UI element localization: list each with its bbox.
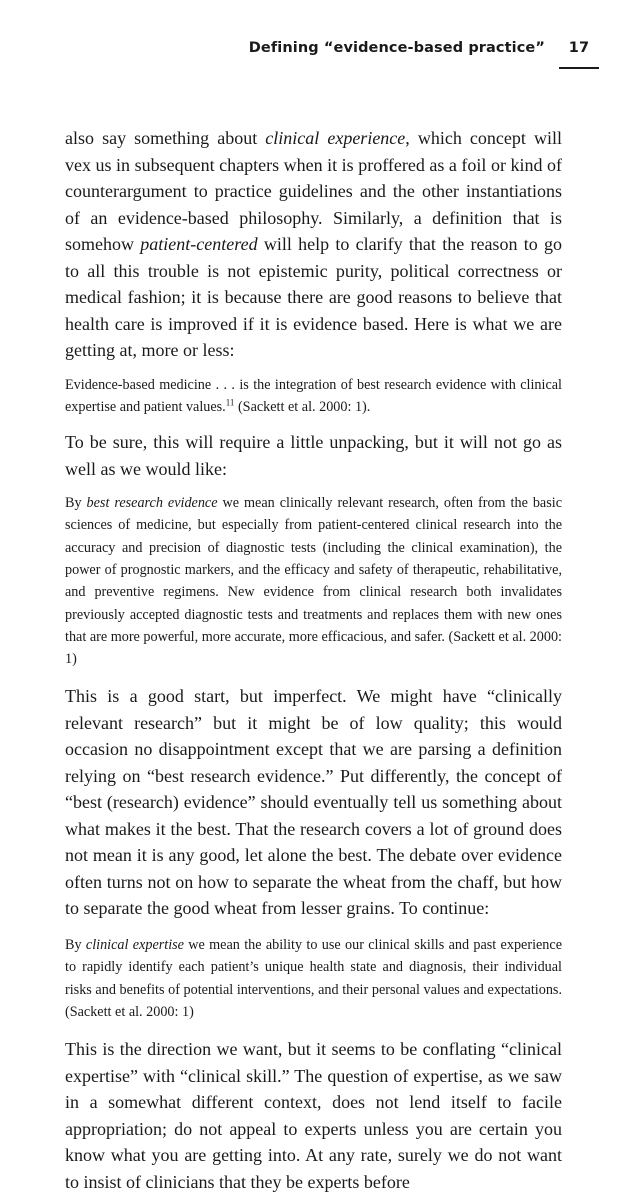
italic-term: patient-centered <box>140 234 258 254</box>
paragraph: This is a good start, but imperfect. We might have “clinically relevant research” but it might be of low quality; this would occasion no disappointment except that we are parsing a definition relying on “best research evidence.” Put differently, the concept of “best (research) evidence” should eventually tell us something about what makes it the best. That the research covers a lot of ground does not mean it is any good, let alone the best. The debate over evidence often turns not on how to separate the wheat from the chaff, but how to separate the good wheat from lesser grains. To continue: <box>65 686 562 919</box>
text-run: , which concept will vex us in subsequent chapters when it is proffered as a foil or kind of counterargument to practice guidelines and the other instantiations of an evidence-based philosophy. Similarly, a definition that is somehow <box>65 128 562 254</box>
block-quote <box>65 934 562 1023</box>
paragraph <box>65 125 562 364</box>
paragraph: This is the direction we want, but it seems to be conflating “clinical expertise” with “clinical skill.” The question of expertise, as we saw in a somewhat different context, does not lend itself to facile appropriation; do not appeal to experts unless you are certain you know what you are getting into. At any rate, surely we do not want to insist of clinicians that they be experts before <box>65 1039 562 1192</box>
paragraph: To be sure, this will require a little unpacking, but it will not go as well as we would like: <box>65 432 562 479</box>
text-run: By <box>65 495 87 512</box>
text-run: we mean clinically relevant research, often from the basic sciences of medicine, but especially from patient-centered clinical research into the accuracy and precision of diagnostic tests (including the clinical examination), the power of prognostic markers, and the efficacy and safety of therapeutic, rehabilitative, and preventive regimens. New evidence from clinical research both invalidates previously accepted diagnostic tests and treatments and replaces them with new ones that are more powerful, more accurate, more efficacious, and safer. (Sackett et al. 2000: 1) <box>65 495 562 668</box>
text-run: By <box>65 936 86 953</box>
footnote-marker[interactable]: 11 <box>225 397 235 408</box>
text-run: also say something about <box>65 128 266 148</box>
text-run: (Sackett et al. 2000: 1). <box>234 398 371 415</box>
italic-term: best research evidence <box>86 495 218 512</box>
page-number: 17 <box>559 38 599 69</box>
running-head <box>249 38 599 69</box>
block-quote <box>65 374 562 419</box>
italic-term: clinical expertise <box>85 936 184 953</box>
text-run: Evidence-based medicine . . . is the integration of best research evidence with clinical expertise and patient values. <box>65 376 562 415</box>
block-quote <box>65 492 562 670</box>
text-run: we mean the ability to use our clinical skills and past experience to rapidly identify each patient’s unique health state and diagnosis, their individual risks and benefits of potential interventions, and their personal values and expectations. (Sackett et al. 2000: 1) <box>65 936 562 1020</box>
body-text <box>65 125 562 1195</box>
text-run: will help to clarify that the reason to go to all this trouble is not epistemic purity, political correctness or medical fashion; it is because there are good reasons to believe that health care is improved if it is evidence based. Here is what we are getting at, more or less: <box>65 234 563 360</box>
running-title: Defining “evidence-based practice” <box>248 40 545 56</box>
italic-term: clinical experience <box>265 128 406 148</box>
